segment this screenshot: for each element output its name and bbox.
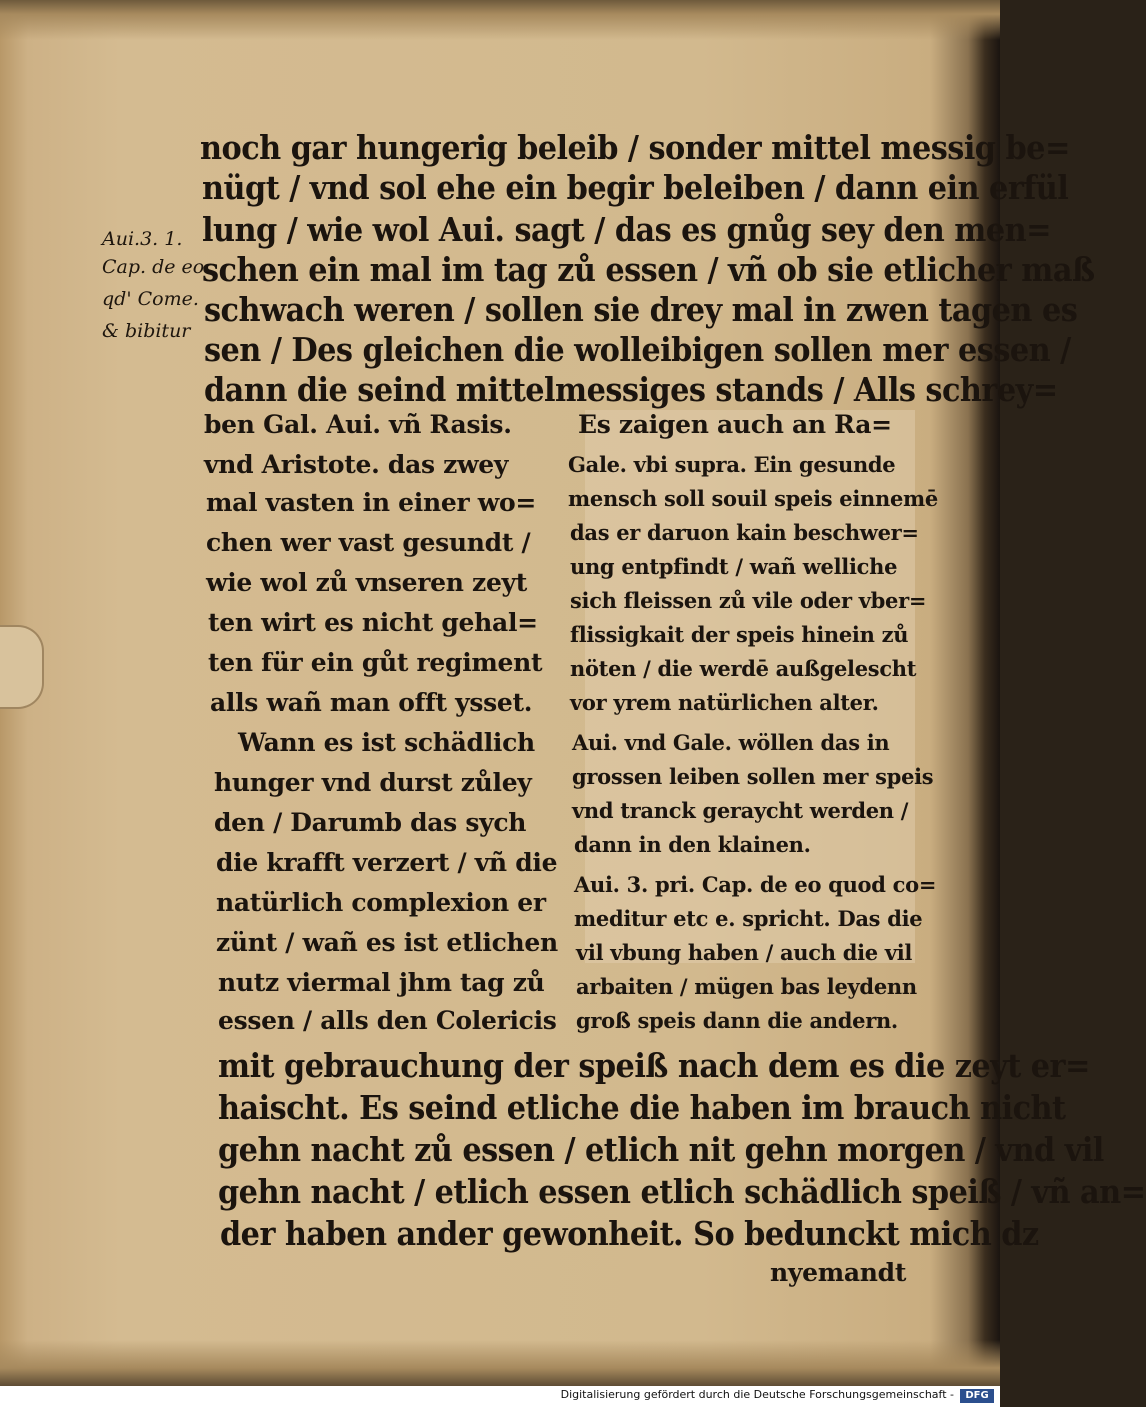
text-line: lung / wie wol Aui. sagt / das es gnůg sey den men= xyxy=(202,210,1052,249)
left-column-line: ben Gal. Aui. vñ Rasis. xyxy=(204,410,512,439)
margin-note: Cap. de eo xyxy=(102,256,205,278)
left-column-line: ten für ein gůt regiment xyxy=(208,648,543,677)
left-column-line: hunger vnd durst zůley xyxy=(214,768,532,797)
right-column-line: Gale. vbi supra. Ein gesunde xyxy=(568,452,896,477)
right-column-line: dann in den klainen. xyxy=(574,832,811,857)
right-column-line: grossen leiben sollen mer speis xyxy=(572,764,934,789)
left-column-line: wie wol zů vnseren zeyt xyxy=(206,568,528,597)
text-line: mit gebrauchung der speiß nach dem es die zeyt er= xyxy=(218,1046,1090,1085)
right-column-line: Aui. vnd Gale. wöllen das in xyxy=(572,730,890,755)
right-column-line: meditur etc e. spricht. Das die xyxy=(574,906,923,931)
right-column-line: vnd tranck geraycht werden / xyxy=(572,798,909,823)
right-column-line: vor yrem natürlichen alter. xyxy=(570,690,879,715)
right-column-line: arbaiten / mügen bas leydenn xyxy=(576,974,917,999)
left-column-line: den / Darumb das sych xyxy=(214,808,527,837)
margin-note: Aui.3. 1. xyxy=(102,228,183,250)
left-column-line: vnd Aristote. das zwey xyxy=(204,450,509,479)
right-column-line: Aui. 3. pri. Cap. de eo quod co= xyxy=(574,872,937,897)
text-line: dann die seind mittelmessiges stands / Alls schrey= xyxy=(204,370,1058,409)
funding-credit: Digitalisierung gefördert durch die Deutsche Forschungsgemeinschaft - xyxy=(560,1388,954,1401)
right-column-line: mensch soll souil speis einnemē xyxy=(568,486,938,511)
text-line: noch gar hungerig beleib / sonder mittel messig be= xyxy=(200,128,1070,167)
right-column-line: flissigkait der speis hinein zů xyxy=(570,622,909,647)
dfg-logo: DFG xyxy=(960,1389,994,1403)
footer-bar xyxy=(0,1386,1000,1407)
left-column-line: chen wer vast gesundt / xyxy=(206,528,531,557)
left-column-line: ten wirt es nicht gehal= xyxy=(208,608,538,637)
right-column-line: ung entpfindt / wañ welliche xyxy=(570,554,898,579)
text-line: nügt / vnd sol ehe ein begir beleiben / dann ein erfül xyxy=(202,168,1069,207)
left-column-line: mal vasten in einer wo= xyxy=(206,488,536,517)
right-column-heading: Es zaigen auch an Ra= xyxy=(578,410,892,439)
right-column-line: groß speis dann die andern. xyxy=(576,1008,898,1033)
right-column-line: sich fleissen zů vile oder vber= xyxy=(570,588,927,613)
left-column-line: die krafft verzert / vñ die xyxy=(216,848,558,877)
text-line: sen / Des gleichen die wolleibigen sollen mer essen / xyxy=(204,330,1071,369)
left-column-line: nutz viermal jhm tag zů xyxy=(218,968,545,997)
text-line: haischt. Es seind etliche die haben im brauch nicht xyxy=(218,1088,1066,1127)
right-column-line: nöten / die werdē außgelescht xyxy=(570,656,917,681)
margin-note: & bibitur xyxy=(102,320,191,342)
left-column-line: essen / alls den Colericis xyxy=(218,1006,557,1035)
margin-note: qd' Come. xyxy=(102,288,199,310)
text-line: gehn nacht / etlich essen etlich schädlich speiß / vñ an= xyxy=(218,1172,1146,1211)
page-tab-marker xyxy=(0,625,44,709)
page-bottom-shadow xyxy=(0,1340,1000,1386)
left-column-line: natürlich complexion er xyxy=(216,888,546,917)
left-column-line: zünt / wañ es ist etlichen xyxy=(216,928,558,957)
text-line: schen ein mal im tag zů essen / vñ ob sie etlicher maß xyxy=(202,250,1095,289)
text-line: der haben ander gewonheit. So bedunckt mich dz xyxy=(220,1214,1039,1253)
catchword: nyemandt xyxy=(770,1258,907,1287)
page-top-shadow xyxy=(0,0,1000,40)
left-column-line: Wann es ist schädlich xyxy=(238,728,535,757)
left-column-line: alls wañ man offt ysset. xyxy=(210,688,533,717)
text-line: schwach weren / sollen sie drey mal in zwen tagen es xyxy=(204,290,1078,329)
right-column-line: das er daruon kain beschwer= xyxy=(570,520,919,545)
text-line: gehn nacht zů essen / etlich nit gehn morgen / vnd vil xyxy=(218,1130,1104,1169)
right-column-line: vil vbung haben / auch die vil xyxy=(576,940,913,965)
